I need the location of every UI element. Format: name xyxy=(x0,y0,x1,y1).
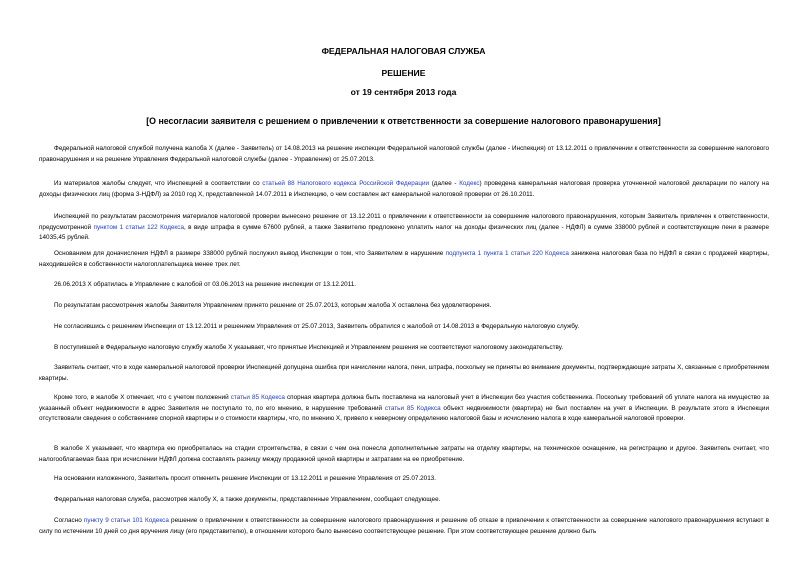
paragraph-text: По результатам рассмотрения жалобы Заявителя Управлением принято решение от 25.07.2013, которым жалоба X оставлена без удовлетворения. xyxy=(54,302,492,309)
paragraph-text: В поступившей в Федеральную налоговую службу жалобе X указывает, что принятые Инспекцией и Управлением решения не соответствуют налоговому законодательству. xyxy=(54,344,564,351)
paragraph-text: решение о привлечении к ответственности за совершение налогового правонарушения и решение об отказе в привлечении к ответственности за совершение налогового правонарушения вступают в силу по истечении 10 дней со дня вручения лицу (его представителю), в отношении которого было вынесено соответствующее решение. При этом соответствующее решение должно быть xyxy=(39,517,769,535)
paragraph-text: (далее - xyxy=(429,180,460,187)
paragraph-text: Согласно xyxy=(54,517,84,524)
law-reference-link[interactable]: пункту 9 статьи 101 Кодекса xyxy=(83,517,169,524)
paragraph-text: Федеральной налоговой службой получена жалоба X (далее - Заявитель) от 14.08.2013 на решение инспекции Федеральной налоговой службы (далее - Инспекция) от 13.12.2011 о привлечении к ответственности за совершение налогового правонарушения и на решение Управления Федеральной налоговой службы (далее - Управление) от 25.07.2013. xyxy=(39,145,769,163)
paragraph-6 xyxy=(39,301,769,312)
paragraph-7 xyxy=(39,322,769,333)
law-reference-link[interactable]: статьи 85 Кодекса xyxy=(384,404,441,412)
law-reference-link[interactable]: статьей 88 Налогового кодекса Российской Федерации xyxy=(262,180,430,187)
paragraph-3 xyxy=(39,212,769,244)
paragraph-5 xyxy=(39,280,769,291)
paragraph-13 xyxy=(39,495,769,506)
paragraph-11 xyxy=(39,444,769,465)
paragraph-8 xyxy=(39,343,769,354)
paragraph-text: спорная квартира должна быть поставлена на налоговый учет в Инспекции без участия собственника. Поскольку требований об уплате налога на имущество за указанный объект недвижимости в адрес Заявителя не поступало то, по его мнению, в нарушение требований xyxy=(39,394,770,412)
paragraph-text: В жалобе X указывает, что квартира ею приобреталась на стадии строительства, в связи с чем она понесла дополнительные затраты на отделку квартиры, на техническое оснащение, на регистрацию и другое. Заявитель считает, что налогооблагаемая база при исчислении НДФЛ должна составлять разницу между продажной ценой квартиры и затратами на ее приобретение. xyxy=(39,445,769,463)
law-reference-link[interactable]: подпункта 1 пункта 1 статьи 220 Кодекса xyxy=(445,250,569,257)
paragraph-10 xyxy=(39,393,769,425)
paragraph-text: Инспекцией по результатам рассмотрения материалов налоговой проверки вынесено решение от 13.12.2011 о привлечении к ответственности за совершение налогового правонарушения, которым Заявитель привлечен к ответственности, предусмотренной xyxy=(39,213,769,231)
paragraph-12 xyxy=(39,474,769,485)
law-reference-link[interactable]: Кодекс xyxy=(459,180,480,187)
document-type: РЕШЕНИЕ xyxy=(381,68,426,78)
paragraph-text: Кроме того, в жалобе X отмечает, что с учетом положений xyxy=(54,394,231,401)
paragraph-text: Заявитель считает, что в ходе камеральной налоговой проверки Инспекцией допущена ошибка при начислении налога, пени, штрафа, поскольку не приняты во внимание документы, подтверждающие затраты X, связанные с приобретением квартиры. xyxy=(39,364,769,382)
paragraph-2 xyxy=(39,179,769,200)
paragraph-text: Не согласившись с решением Инспекции от 13.12.2011 и решением Управления от 25.07.2013, Заявитель обратился с жалобой от 14.08.2013 в Федеральную налоговую службу. xyxy=(54,323,580,330)
paragraph-1 xyxy=(39,144,769,165)
law-reference-link[interactable]: пунктом 1 статьи 122 Кодекса xyxy=(93,223,184,231)
paragraph-text: занижена налоговая база по НДФЛ в связи с продажей квартиры, находившейся в собственности налогоплательщика менее трех лет. xyxy=(39,250,769,268)
document-date: от 19 сентября 2013 года xyxy=(350,87,457,97)
law-reference-link[interactable]: статьи 85 Кодекса xyxy=(230,394,285,401)
paragraph-4 xyxy=(39,249,769,270)
org-name: ФЕДЕРАЛЬНАЯ НАЛОГОВАЯ СЛУЖБА xyxy=(321,46,486,56)
paragraph-9 xyxy=(39,363,769,384)
paragraph-14 xyxy=(39,516,769,537)
paragraph-text: На основании изложенного, Заявитель просит отменить решение Инспекции от 13.12.2011 и решение Управления от 25.07.2013. xyxy=(54,475,437,482)
paragraph-text: , в виде штрафа в сумме 67600 рублей, а также Заявителю предложено уплатить налог на доходы физических лиц (далее - НДФЛ) в сумме 338000 рублей и соответствующие пени в размере 14035,45 рублей. xyxy=(39,223,769,241)
paragraph-text: Из материалов жалобы следует, что Инспекцией в соответствии со xyxy=(54,180,263,187)
paragraph-text: Федеральная налоговая служба, рассмотрев жалобу X, а также документы, представленные Управлением, сообщает следующее. xyxy=(54,496,441,503)
document-subject: [О несогласии заявителя с решением о привлечении к ответственности за совершение налогового правонарушения] xyxy=(146,116,661,126)
paragraph-text: 26.06.2013 X обратилась в Управление с жалобой от 03.06.2013 на решение инспекции от 13.12.2011. xyxy=(54,281,357,288)
paragraph-text: объект недвижимости (квартира) не был поставлен на учет в Инспекции. В результате этого в Инспекции отсутствовали сведения о собственнике спорной квартиры и о стоимости квартиры, что, по мнению X, привело к неверному определению налоговой базы и исчислению налога в ходе камеральной налоговой проверки. xyxy=(39,404,770,422)
paragraph-text: Основанием для доначисления НДФЛ в размере 338000 рублей послужил вывод Инспекции о том, что Заявителем в нарушение xyxy=(54,250,446,257)
paragraph-text: ) проведена камеральная налоговая проверка уточненной налоговой декларации по налогу на доходы физических лиц (форма 3-НДФЛ) за 2010 год X, представленной 14.07.2011 в Инспекцию, о чем составлен акт камеральной налоговой проверки от 26.10.2011. xyxy=(39,180,769,198)
